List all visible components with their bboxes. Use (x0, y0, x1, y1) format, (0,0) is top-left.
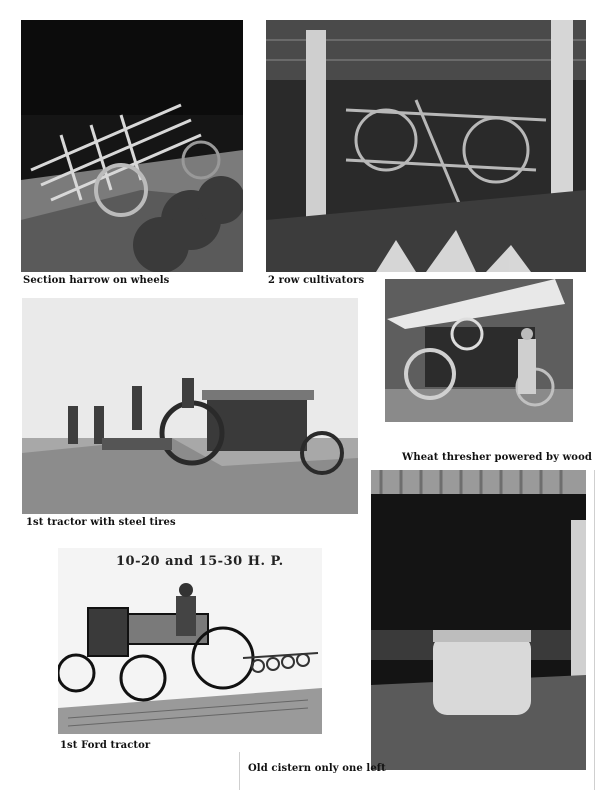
photo-old-cistern (371, 470, 586, 770)
caption-section-harrow: Section harrow on wheels (23, 275, 170, 286)
photo-wheat-thresher (385, 279, 573, 422)
photo-steel-tire-tractor (22, 298, 358, 514)
divider-line (239, 752, 240, 790)
caption-old-cistern: Old cistern only one left (248, 763, 386, 774)
ad-heading: 10-20 and 15-30 H. P. (116, 554, 284, 569)
photo-ford-tractor-ad (58, 548, 322, 734)
photo-row-cultivators (266, 20, 586, 272)
caption-steel-tire-tractor: 1st tractor with steel tires (26, 517, 176, 528)
caption-ford-tractor: 1st Ford tractor (60, 740, 151, 751)
caption-wheat-thresher: Wheat thresher powered by wood (402, 452, 592, 463)
photo-section-harrow (21, 20, 243, 272)
caption-row-cultivators: 2 row cultivators (268, 275, 365, 286)
page-edge-line (594, 470, 595, 790)
